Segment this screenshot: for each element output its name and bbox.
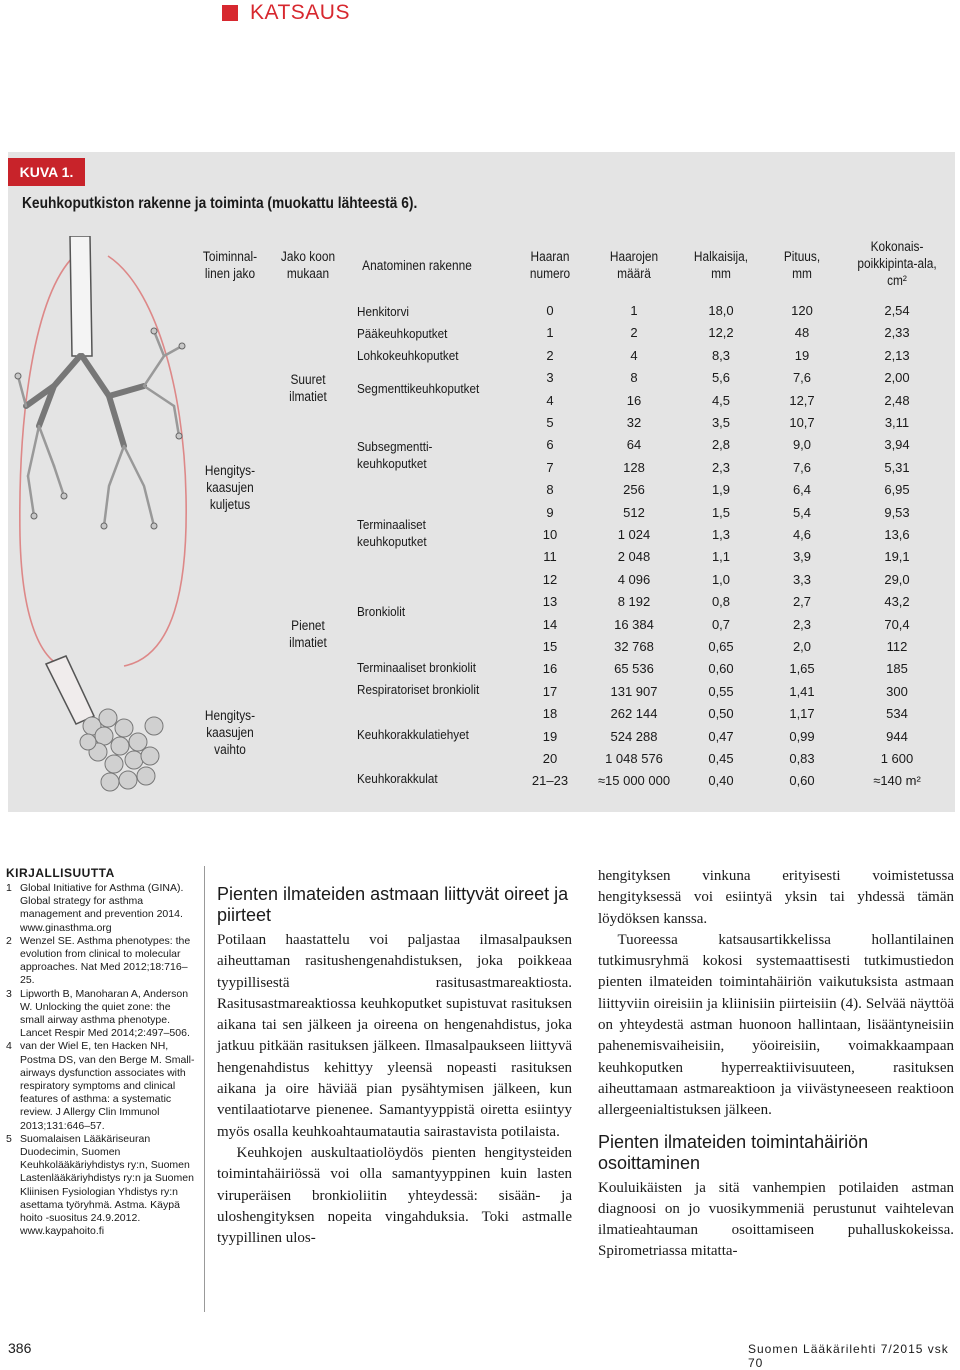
group-exchange: Hengitys- kaasujen vaihto: [204, 708, 256, 757]
area-value: 2,54: [884, 303, 910, 318]
branch-number: 0: [546, 303, 554, 318]
branch-number: 3: [546, 370, 554, 386]
structure-name: Subsegmentti- keuhkoputket: [357, 439, 433, 471]
branch-number: 9: [546, 504, 554, 520]
length-value: 1,17: [789, 706, 815, 722]
paragraph: Kouluikäisten ja sitä vanhempien potilaiden astman diagnoosi on jo vuosikymmeniä perustunut vaihtelevan ilmatieahtauman osoittamiseen puhalluskokeissa. Spirometriassa mitatta-: [598, 1179, 954, 1260]
branch-count: 1 024: [617, 527, 651, 542]
bronchiole-tube: [46, 656, 94, 724]
length-value: 12,7: [789, 392, 815, 408]
diameter-value: 1,9: [711, 482, 731, 498]
branch-count: 128: [623, 459, 645, 475]
branch-count: 2 048: [617, 549, 651, 565]
diameter-value: 8,3: [711, 347, 731, 363]
branch-count: 1: [630, 303, 638, 318]
branch-number: 21–23: [531, 773, 569, 789]
branch-count: 32: [626, 415, 642, 430]
branch-count: 16: [626, 392, 642, 408]
header-length: Pituus, mm: [783, 249, 821, 281]
length-value: 9,0: [792, 437, 812, 453]
branch-count: 131 907: [610, 683, 658, 699]
area-value: 3,11: [884, 415, 910, 430]
area-value: 300: [886, 683, 908, 699]
area-value: 2,48: [884, 392, 910, 408]
group-large-airways: Suuret ilmatiet: [289, 372, 327, 404]
branch-count: 256: [623, 482, 645, 498]
branch-count: 262 144: [610, 706, 658, 722]
branch-number: 5: [546, 415, 554, 430]
paragraph: Tuoreessa katsausartikkelissa hollantilainen tutkimusryhmä kokosi systemaattisesti tutkimustiedon pienten ilmateiden toimintahäiriön vaikutuksista astmaan liittyviin oireisiin ja kliinisiin piirteisiin (4). Selvää näyttöä on yhteydestä astman huonoon hallintaan, lisääntyneisiin pahenemisvaiheisiin, yöoireisiin, voimakkaampaan keuhkoputken hyperreaktiivisuuteen, rasituksen aiheuttamaan astmareaktioon ja viivästyneeseen reaktioon allergeenialtistuksen jälkeen.: [598, 931, 954, 1119]
length-value: 3,3: [792, 571, 812, 587]
diameter-value: 1,3: [711, 527, 731, 542]
branch-number: 19: [542, 728, 558, 744]
reference-item: 4 van der Wiel E, ten Hacken NH, Postma DS, van den Berge M. Small-airways dysfunction associates with respiratory symptoms and clinical features of asthma: a systematic review. J Allergy Clin Immunol 2013;131:646–57.: [6, 1040, 195, 1132]
branch-number: 15: [542, 639, 558, 654]
paragraph: hengityksen vinkuna erityisesti voimistetussa hengityksessä voi esiintyä yksin tai yhdessä tämän löydöksen kanssa.: [598, 868, 954, 927]
header-airways: Jako koon mukaan: [280, 249, 336, 281]
reference-item: 2 Wenzel SE. Asthma phenotypes: the evolution from clinical to molecular approaches. Nat Med 2012;18:716–25.: [6, 934, 191, 987]
diameter-value: 2,8: [711, 437, 731, 453]
lung-outline: [20, 256, 186, 668]
diameter-value: 0,60: [708, 661, 734, 677]
branch-number: 14: [542, 616, 558, 632]
diameter-value: 2,3: [711, 459, 731, 475]
section-label: KATSAUS: [250, 1, 350, 24]
branch-count: 524 288: [610, 728, 658, 744]
area-value: 1 600: [880, 751, 914, 766]
diameter-value: 0,50: [708, 706, 734, 722]
length-value: 3,9: [792, 549, 812, 565]
structure-name: Respiratoriset bronkiolit: [357, 682, 480, 697]
branch-number: 8: [546, 482, 554, 498]
length-value: 1,65: [789, 661, 815, 677]
structure-name: Segmenttikeuhkoputket: [357, 381, 480, 396]
page-number: 386: [8, 1340, 32, 1356]
diameter-value: 1,0: [711, 571, 731, 587]
diameter-value: 0,40: [708, 773, 734, 789]
branch-number: 13: [542, 594, 558, 610]
header-count: Haarojen määrä: [609, 249, 659, 281]
branch-number: 1: [546, 325, 554, 341]
diameter-value: 0,55: [708, 683, 734, 699]
structure-name: Pääkeuhkoputket: [357, 326, 448, 341]
header-anatomy: Anatominen rakenne: [362, 258, 472, 273]
length-value: 2,7: [792, 594, 812, 610]
references-title: KIRJALLISUUTTA: [6, 866, 115, 880]
length-value: 0,83: [789, 751, 815, 766]
area-value: 43,2: [884, 594, 910, 610]
section-marker: [222, 5, 238, 21]
length-value: 48: [794, 325, 810, 341]
group-small-airways: Pienet ilmatiet: [289, 618, 327, 650]
structure-name: Keuhkorakkulat: [357, 771, 438, 786]
area-value: 2,00: [884, 370, 910, 386]
branch-number: 16: [542, 661, 558, 677]
structure-name: Lohkokeuhkoputket: [357, 348, 459, 363]
reference-item: 3 Lipworth B, Manoharan A, Anderson W. Unlocking the quiet zone: the small airway asthma phenotype. Lancet Respir Med 2014;2:497–506.: [6, 987, 190, 1040]
area-value: 2,13: [884, 347, 910, 363]
structure-name: Keuhkorakkulatiehyet: [357, 727, 469, 742]
area-value: 29,0: [884, 571, 910, 587]
branch-number: 6: [546, 437, 554, 453]
length-value: 19: [794, 347, 810, 363]
group-transport: Hengitys- kaasujen kuljetus: [204, 463, 256, 512]
alveoli-cluster: [80, 709, 163, 791]
length-value: 2,0: [792, 639, 812, 654]
article-column-right: [598, 866, 954, 1263]
diameter-value: 4,5: [711, 392, 731, 408]
diameter-value: 12,2: [708, 325, 734, 341]
branch-count: 64: [626, 437, 642, 453]
structure-name: Terminaaliset bronkiolit: [357, 660, 477, 675]
branch-count: 1 048 576: [605, 751, 663, 766]
area-value: 13,6: [884, 527, 910, 542]
length-value: 10,7: [789, 415, 815, 430]
article-column-middle: [217, 884, 572, 1249]
length-value: 7,6: [792, 370, 812, 386]
branch-count: 8 192: [617, 594, 651, 610]
trachea: [70, 236, 92, 356]
branch-count: 4: [630, 347, 638, 363]
diameter-value: 3,5: [711, 415, 731, 430]
diameter-value: 0,7: [711, 616, 731, 632]
length-value: 0,60: [789, 773, 815, 789]
header-diameter: Halkaisija, mm: [693, 249, 749, 281]
area-value: 944: [886, 728, 908, 744]
branch-number: 20: [542, 751, 558, 766]
paragraph: Keuhkojen auskultaatiolöydös pienten hengitysteiden toimintahäiriössä voi olla samantyyppinen kuin lasten viruperäisen bronkioliitin yhteydessä: sisään- ja uloshengityksen nopeita vingahduksia. Toki astmalle tyypillinen ulos-: [217, 1144, 572, 1247]
area-value: 2,33: [884, 325, 910, 341]
length-value: 4,6: [792, 527, 812, 542]
branch-number: 12: [542, 571, 558, 587]
area-value: 70,4: [884, 616, 910, 632]
area-value: 3,94: [884, 437, 910, 453]
header-branch: Haaran numero: [529, 249, 571, 281]
figure-title: Keuhkoputkiston rakenne ja toiminta (muokattu lähteestä 6).: [22, 195, 418, 212]
branch-number: 10: [542, 527, 558, 542]
reference-list: [6, 866, 196, 1238]
length-value: 0,99: [789, 728, 815, 744]
area-value: 185: [886, 661, 908, 677]
structure-name: Henkitorvi: [357, 304, 410, 319]
area-value: 5,31: [884, 459, 910, 475]
length-value: 5,4: [792, 504, 812, 520]
branch-count: 2: [630, 325, 638, 341]
length-value: 7,6: [792, 459, 812, 475]
diameter-value: 0,8: [711, 594, 731, 610]
diameter-value: 5,6: [711, 370, 731, 386]
bronchi: [26, 356, 144, 446]
diameter-value: 0,45: [708, 751, 734, 766]
journal-footer: Suomen Lääkärilehti 7/2015 vsk 70: [748, 1342, 949, 1370]
area-value: ≈140 m²: [873, 773, 921, 789]
figure-tag: KUVA 1.: [8, 158, 85, 186]
column-divider: [204, 866, 205, 1312]
branch-number: 7: [546, 459, 554, 475]
diameter-value: 18,0: [708, 303, 734, 318]
branch-number: 18: [542, 706, 558, 722]
header-function: Toiminnal- linen jako: [202, 249, 258, 281]
structure-name: Terminaaliset keuhkoputket: [357, 517, 427, 549]
reference-item: 1 Global Initiative for Asthma (GINA). Global strategy for asthma management and prevention 2014. www.ginasthma.org: [6, 882, 184, 934]
reference-item: 5 Suomalaisen Lääkäriseuran Duodecimin, Suomen Keuhkolääkäriyhdistys ry:n, Suomen Lastenlääkäriyhdistys ry:n ja Suomen Kliinisen Fysiologian Yhdistys ry:n asettama työryhmä. Astma. Käypä hoito -suositus 24.9.2012. www.kaypahoito.fi: [6, 1132, 194, 1238]
length-value: 6,4: [792, 482, 812, 498]
area-value: 19,1: [884, 549, 910, 565]
diameter-value: 1,5: [711, 504, 731, 520]
section-heading: Pienten ilmateiden toimintahäiriön osoittaminen: [598, 1131, 869, 1173]
length-value: 2,3: [792, 616, 812, 632]
diameter-value: 0,65: [708, 639, 734, 654]
branch-count: 512: [623, 504, 645, 520]
area-value: 534: [886, 706, 908, 722]
diameter-value: 0,47: [708, 728, 734, 744]
length-value: 120: [791, 303, 813, 318]
area-value: 9,53: [884, 504, 910, 520]
header-area: Kokonais- poikkipinta-ala, cm²: [857, 239, 937, 288]
branch-count: 4 096: [617, 571, 651, 587]
bronchial-tree-illustration: [14, 236, 194, 800]
branch-count: 16 384: [614, 616, 654, 632]
branch-count: 32 768: [614, 639, 654, 654]
length-value: 1,41: [789, 683, 815, 699]
bronchioles: [18, 331, 182, 526]
paragraph: Potilaan haastattelu voi paljastaa ilmasalpauksen aiheuttaman rasitushengenahdistuksen, joka poikkeaa tyypillisestä rasitusastmareaktiosta. Rasitusastmareaktiossa keuhkoputket supistuvat rasituksen aikana tai sen jälkeen ja oireena on hengenahdistus, joka jatkuu pitkään rasituksen jälkeen. Ilmasalpaukseen liittyvä hengenahdistus kehittyy yleensä nopeasti rasituksen aikana ja oire häviää pian pysähtymisen jälkeen, kun ventilaatiotarve pienenee. Samantyyppistä oiretta esiintyy myös osalla keuhkoahtaumatautia sairastavista potilaista.: [217, 932, 572, 1140]
branch-number: 4: [546, 392, 554, 408]
diameter-value: 1,1: [711, 549, 731, 565]
branch-count: 65 536: [614, 661, 654, 677]
branch-count: ≈15 000 000: [597, 773, 671, 789]
section-heading: Pienten ilmateiden astmaan liittyvät oireet ja piirteet: [217, 884, 569, 925]
branch-number: 17: [542, 683, 558, 699]
structure-name: Bronkiolit: [357, 604, 406, 619]
area-value: 112: [886, 639, 908, 654]
branch-count: 8: [630, 370, 638, 386]
branch-number: 2: [546, 347, 554, 363]
area-value: 6,95: [884, 482, 910, 498]
branch-number: 11: [543, 549, 557, 565]
